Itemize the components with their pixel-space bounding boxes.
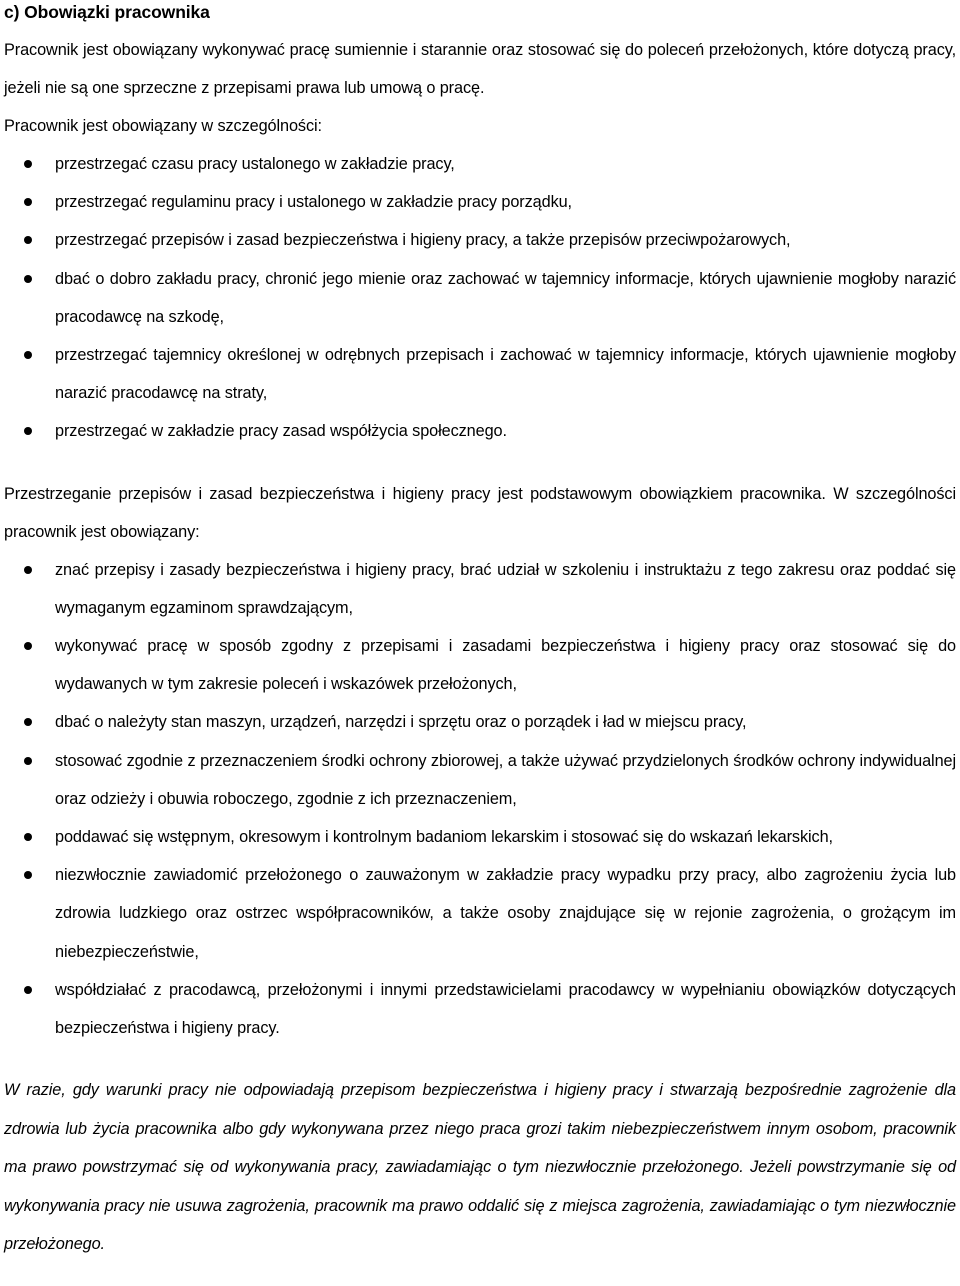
list-item: niezwłocznie zawiadomić przełożonego o zauważonym w zakładzie pracy wypadku przy pracy, albo zagrożeniu życia lub zdrowia ludzkiego oraz ostrzec współpracowników, a także osoby znajdujące się w rejonie zagrożenia, o grożącym im niebezpieczeństwie, [4,856,956,971]
list-bhp-duties [4,551,956,1048]
list-item: przestrzegać przepisów i zasad bezpieczeństwa i higieny pracy, a także przepisów przeciwpożarowych, [4,221,956,259]
bullet-icon [24,718,32,726]
bullet-icon [24,351,32,359]
list-item: stosować zgodnie z przeznaczeniem środki ochrony zbiorowej, a także używać przydzielonych środków ochrony indywidualnej oraz odzieży i obuwia roboczego, zgodnie z ich przeznaczeniem, [4,742,956,818]
list-item: przestrzegać tajemnicy określonej w odrębnych przepisach i zachować w tajemnicy informacje, których ujawnienie mogłoby narazić pracodawcę na straty, [4,336,956,412]
list-item: dbać o dobro zakładu pracy, chronić jego mienie oraz zachować w tajemnicy informacje, których ujawnienie mogłoby narazić pracodawcę na szkodę, [4,260,956,336]
list-general-duties [4,145,956,451]
list-item: przestrzegać czasu pracy ustalonego w zakładzie pracy, [4,145,956,183]
bullet-icon [24,236,32,244]
list-item: dbać o należyty stan maszyn, urządzeń, narzędzi i sprzętu oraz o porządek i ład w miejscu pracy, [4,703,956,741]
section-heading: c) Obowiązki pracownika [4,2,210,22]
list-item: znać przepisy i zasady bezpieczeństwa i higieny pracy, brać udział w szkoleniu i instruktażu z tego zakresu oraz poddać się wymaganym egzaminom sprawdzającym, [4,551,956,627]
bullet-icon [24,871,32,879]
list-item: przestrzegać w zakładzie pracy zasad współżycia społecznego. [4,412,956,450]
spacer [4,1047,956,1071]
bullet-icon [24,275,32,283]
paragraph-duties-intro: Pracownik jest obowiązany w szczególności: [4,117,322,135]
paragraph-right-to-refuse: W razie, gdy warunki pracy nie odpowiadają przepisom bezpieczeństwa i higieny pracy i stwarzają bezpośrednie zagrożenie dla zdrowia lub życia pracownika albo gdy wykonywana przez niego praca grozi takim niebezpieczeństwem innym osobom, pracownik ma prawo powstrzymać się od wykonywania pracy, zawiadamiając o tym niezwłocznie przełożonego. Jeżeli powstrzymanie się od wykonywania pracy nie usuwa zagrożenia, pracownik ma prawo oddalić się z miejsca zagrożenia, zawiadamiając o tym niezwłocznie przełożonego. [4,1081,956,1254]
paragraph-bhp-intro: Przestrzeganie przepisów i zasad bezpieczeństwa i higieny pracy jest podstawowym obowiązkiem pracownika. W szczególności pracownik jest obowiązany: [4,484,956,541]
list-item: poddawać się wstępnym, okresowym i kontrolnym badaniom lekarskim i stosować się do wskazań lekarskich, [4,818,956,856]
list-item: współdziałać z pracodawcą, przełożonymi i innymi przedstawicielami pracodawcy w wypełnianiu obowiązków dotyczących bezpieczeństwa i higieny pracy. [4,971,956,1047]
bullet-icon [24,642,32,650]
spacer [4,451,956,475]
bullet-icon [24,198,32,206]
paragraph-duties-general: Pracownik jest obowiązany wykonywać pracę sumiennie i starannie oraz stosować się do poleceń przełożonych, które dotyczą pracy, jeżeli nie są one sprzeczne z przepisami prawa lub umową o pracę. [4,41,956,97]
bullet-icon [24,427,32,435]
list-item: przestrzegać regulaminu pracy i ustalonego w zakładzie pracy porządku, [4,183,956,221]
bullet-icon [24,986,32,994]
bullet-icon [24,160,32,168]
list-item: wykonywać pracę w sposób zgodny z przepisami i zasadami bezpieczeństwa i higieny pracy oraz stosować się do wydawanych w tym zakresie poleceń i wskazówek przełożonych, [4,627,956,703]
bullet-icon [24,833,32,841]
bullet-icon [24,757,32,765]
bullet-icon [24,566,32,574]
